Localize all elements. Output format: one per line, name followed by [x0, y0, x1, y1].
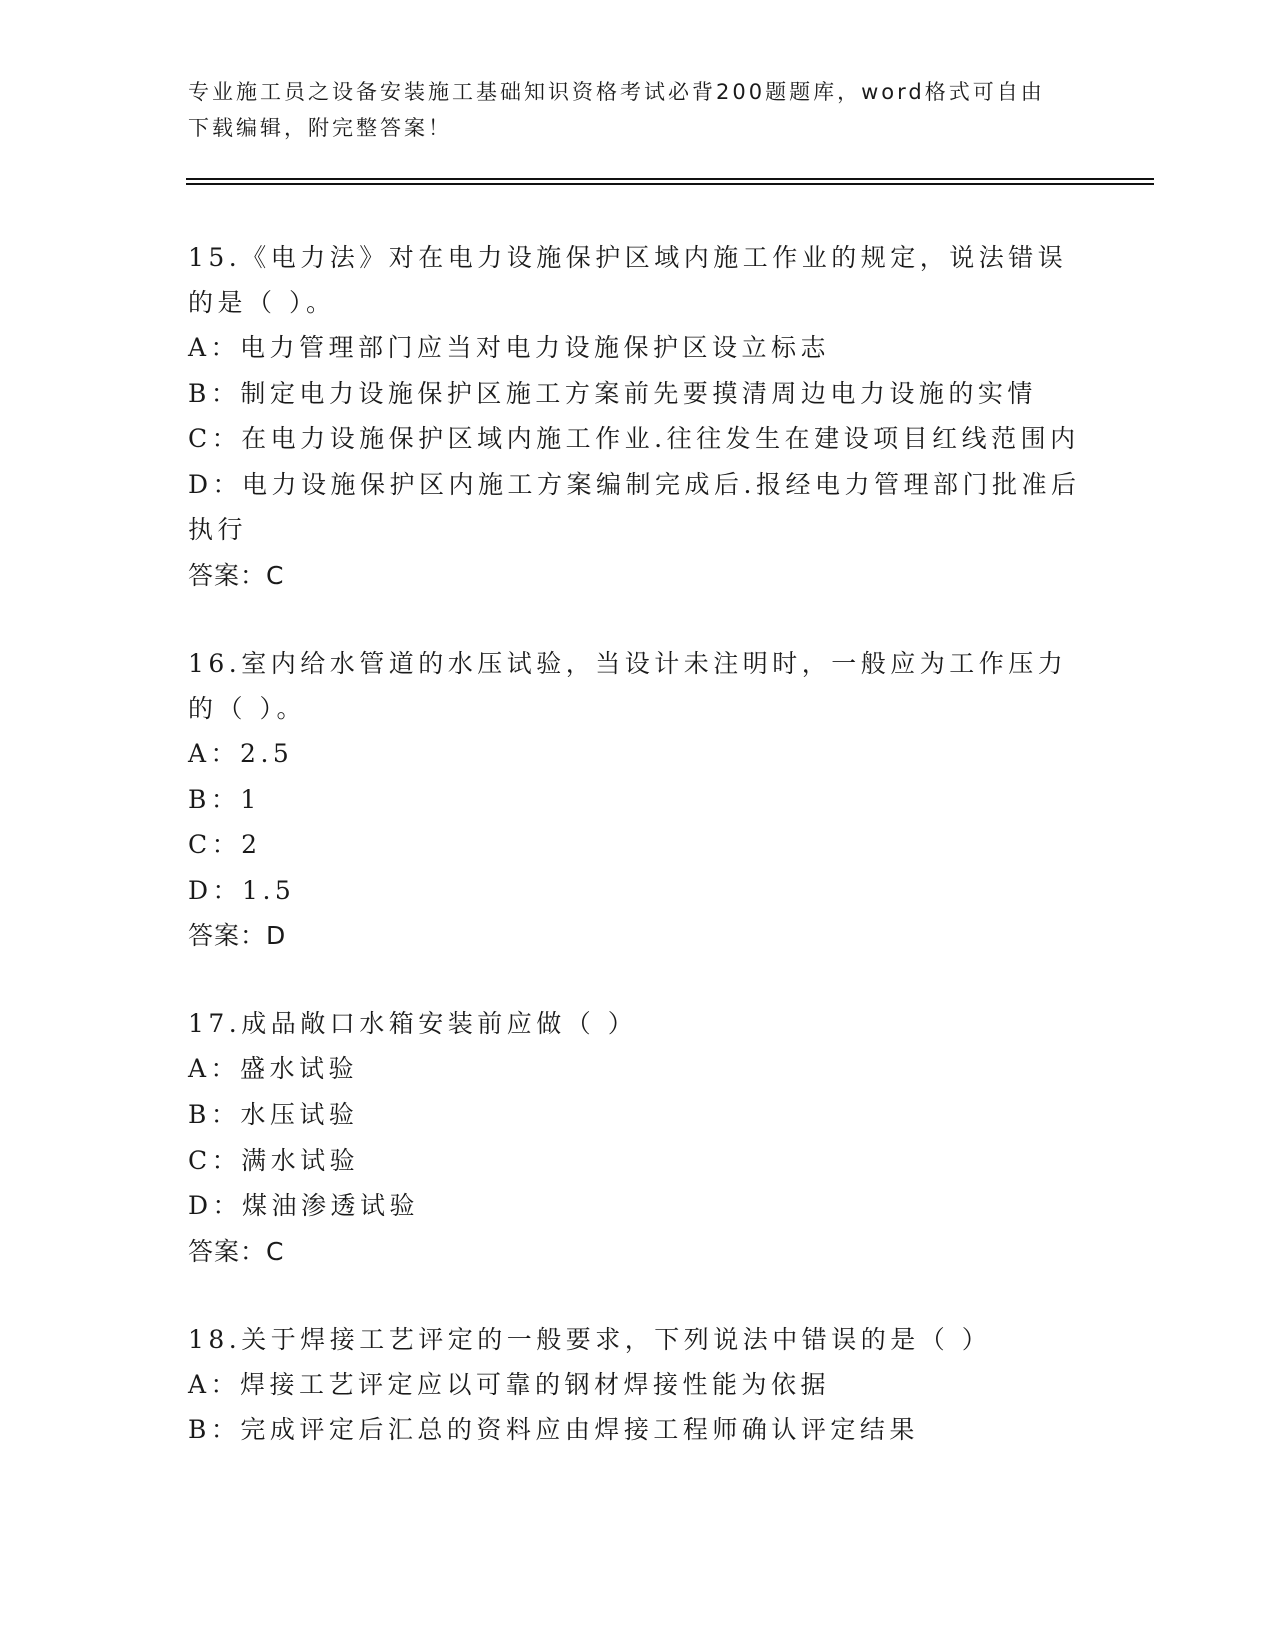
- option-a: A：2.5: [188, 738, 294, 768]
- answer: 答案：D: [188, 921, 287, 951]
- option-c: C：2: [188, 830, 262, 860]
- option-b: B：1: [188, 784, 261, 814]
- question-stem: 15.《电力法》对在电力设施保护区域内施工作业的规定，说法错误的是（ ）。: [188, 243, 1068, 317]
- answer: 答案：C: [188, 1236, 285, 1266]
- question-15: [188, 235, 1088, 598]
- option-b: B：制定电力设施保护区施工方案前先要摸清周边电力设施的实情: [188, 378, 1037, 408]
- question-stem: 18.关于焊接工艺评定的一般要求，下列说法中错误的是（ ）: [188, 1324, 992, 1354]
- answer: 答案：C: [188, 560, 285, 590]
- option-c: C：满水试验: [188, 1145, 360, 1175]
- question-17: [188, 1001, 1088, 1273]
- option-a: A：盛水试验: [188, 1054, 359, 1084]
- question-18: [188, 1317, 1088, 1453]
- question-16: [188, 641, 1088, 958]
- header-divider-bottom: [186, 183, 1154, 185]
- header-divider-top: [186, 178, 1154, 180]
- question-list: [188, 235, 1088, 1453]
- option-d: D：煤油渗透试验: [188, 1191, 420, 1221]
- option-d: D：1.5: [188, 875, 296, 905]
- option-c: C：在电力设施保护区域内施工作业.往往发生在建设项目红线范围内: [188, 424, 1080, 454]
- document-header: 专业施工员之设备安装施工基础知识资格考试必背200题题库，word格式可自由下载编辑，附完整答案！: [188, 80, 1045, 140]
- option-b: B：完成评定后汇总的资料应由焊接工程师确认评定结果: [188, 1415, 919, 1445]
- option-b: B：水压试验: [188, 1099, 359, 1129]
- option-a: A：焊接工艺评定应以可靠的钢材焊接性能为依据: [188, 1369, 831, 1399]
- option-d: D：电力设施保护区内施工方案编制完成后.报经电力管理部门批准后执行: [188, 469, 1081, 545]
- question-stem: 17.成品敞口水箱安装前应做（ ）: [188, 1009, 638, 1039]
- option-a: A：电力管理部门应当对电力设施保护区设立标志: [188, 333, 831, 362]
- question-stem: 16.室内给水管道的水压试验，当设计未注明时，一般应为工作压力的（ ）。: [188, 648, 1068, 723]
